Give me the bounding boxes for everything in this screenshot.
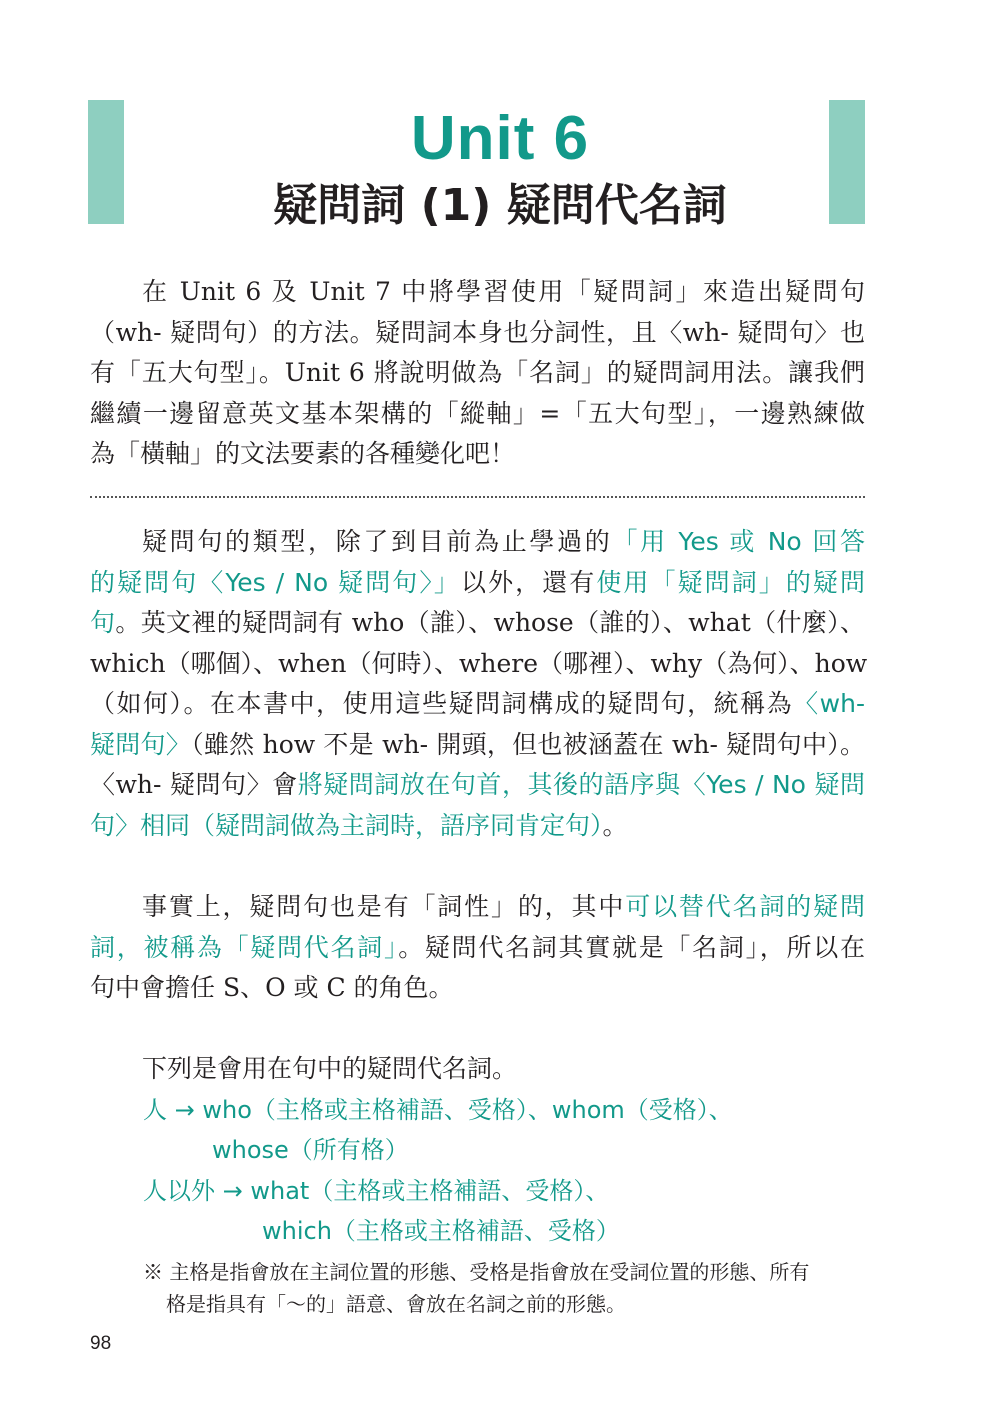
section2-text: 事實上，疑問句也是有「詞性」的，其中	[142, 892, 626, 921]
section2-paragraph	[90, 887, 865, 1009]
pronoun-list-person-1: 人 → who（主格或主格補語、受格）、whom（受格）、	[143, 1096, 733, 1124]
section1-highlight: 使用「疑問詞」的疑問	[596, 567, 865, 597]
intro-line-2: （wh- 疑問句）的方法。疑問詞本身也分詞性，且〈wh- 疑問句〉也	[90, 317, 865, 347]
section1-highlight: 〈wh-	[793, 689, 865, 718]
section1-text: （雖然 how 不是 wh- 開頭，但也被涵蓋在 wh- 疑問句中）。	[191, 729, 865, 759]
section2-highlight: 詞，被稱為「疑問代名詞」	[90, 932, 399, 962]
section1-line-1	[90, 522, 865, 563]
section1-line-2	[90, 563, 865, 604]
section1-text: 。	[602, 810, 628, 840]
intro-line-3: 有「五大句型」。Unit 6 將說明做為「名詞」的疑問詞用法。讓我們	[90, 358, 865, 387]
section1-text: 疑問句的類型，除了到目前為止學過的	[142, 527, 613, 556]
unit-subtitle: 疑問詞 (1) 疑問代名詞	[273, 180, 727, 231]
section1-line-3	[90, 603, 865, 644]
section1-highlight: 「用 Yes 或 No 回答	[612, 527, 865, 556]
footnote-line-1: ※ 主格是指會放在主詞位置的形態、受格是指會放在受詞位置的形態、所有	[143, 1260, 810, 1284]
section1-line-4: which（哪個）、when（何時）、where（哪裡）、why（為何）、how	[90, 648, 868, 678]
section1-text: 以外，還有	[461, 567, 597, 597]
section2-text: 。疑問代名詞其實就是「名詞」，所以在	[398, 932, 865, 962]
section1-line-8	[90, 806, 865, 847]
intro-line-5: 為「橫軸」的文法要素的各種變化吧！	[90, 439, 516, 468]
section1-line-6	[90, 725, 865, 766]
section2-line-2	[90, 928, 865, 969]
section1-line-7	[90, 765, 865, 806]
section1-highlight: 句	[90, 608, 116, 637]
section2-line-1	[90, 887, 865, 928]
pronoun-list-other-1: 人以外 → what（主格或主格補語、受格）、	[143, 1177, 610, 1205]
intro-paragraph	[90, 272, 865, 475]
section1-highlight: 將疑問詞放在句首，其後的語序與〈Yes / No 疑問	[297, 770, 865, 799]
intro-line-4: 繼續一邊留意英文基本架構的「縱軸」=「五大句型」，一邊熟練做	[90, 398, 865, 428]
section1-highlight: 的疑問句〈Yes / No 疑問句〉」	[90, 567, 462, 597]
dotted-divider	[90, 496, 865, 498]
section1-paragraph	[90, 522, 868, 846]
section1-highlight: 疑問句〉	[90, 729, 192, 759]
pronoun-list-other-2: which（主格或主格補語、受格）	[262, 1217, 620, 1245]
section1-text: （如何）。在本書中，使用這些疑問詞構成的疑問句，統稱為	[90, 689, 794, 718]
section3-intro-text: 下列是會用在句中的疑問代名詞。	[142, 1054, 518, 1083]
footnote-line-2: 格是指具有「～的」語意、會放在名詞之前的形態。	[166, 1292, 626, 1316]
pronoun-list-person-2: whose（所有格）	[212, 1136, 409, 1164]
section1-line-5	[90, 684, 865, 725]
page-number: 98	[90, 1333, 112, 1354]
section3-intro	[142, 1049, 842, 1090]
section1-highlight: 句〉相同（疑問詞做為主詞時，語序同肯定句）	[90, 810, 603, 840]
unit-title: Unit 6	[410, 104, 590, 173]
section2-highlight: 可以替代名詞的疑問	[625, 892, 865, 921]
section1-text: 。英文裡的疑問詞有 who（誰）、whose（誰的）、what（什麼）、	[115, 608, 865, 637]
section2-line-3: 句中會擔任 S、O 或 C 的角色。	[90, 973, 454, 1002]
intro-line-1: 在 Unit 6 及 Unit 7 中將學習使用「疑問詞」來造出疑問句	[142, 277, 865, 306]
section1-text: 〈wh- 疑問句〉會	[90, 770, 298, 799]
